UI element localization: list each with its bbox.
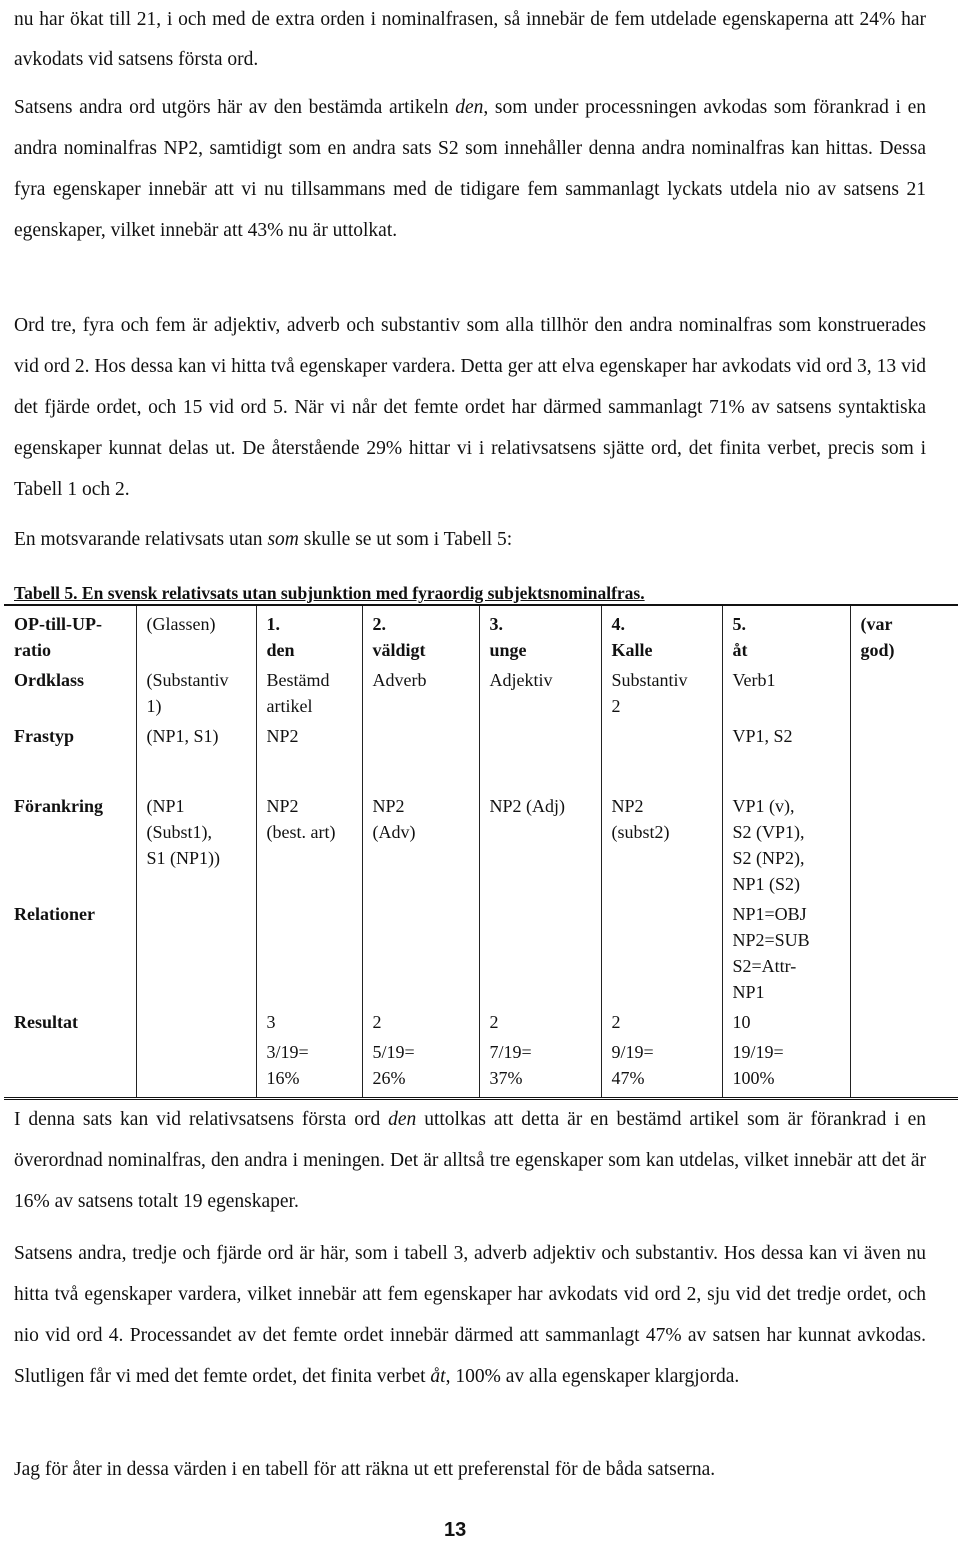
table-cell-line: S2 (VP1), (732, 822, 805, 842)
table-cell-line: S1 (NP1)) (146, 848, 221, 868)
table-cell-line: 10 (732, 1012, 751, 1032)
page-number: 13 (444, 1519, 467, 1541)
table-cell (722, 791, 850, 899)
table-cell (850, 1037, 958, 1099)
table-cell-line: 3. (489, 614, 503, 634)
table-cell (479, 605, 601, 665)
table-cell (601, 1037, 722, 1099)
table-row-label: Resultat (14, 1012, 78, 1032)
table-cell (850, 791, 958, 899)
table-cell-line: artikel (266, 696, 313, 716)
table-cell (850, 665, 958, 721)
table-cell (479, 1037, 601, 1099)
table-cell-line: Adjektiv (489, 670, 553, 690)
paragraph-2 (14, 87, 926, 251)
table-cell-line: 2 (489, 1012, 499, 1032)
paragraph-6-text-c: , 100% av alla egenskaper klargjorda. (445, 1366, 740, 1387)
table-row-label: Förankring (14, 796, 104, 816)
paragraph-1: nu har ökat till 21, i och med de extra orden i nominalfrasen, så innebär de fem utdelade egenskaperna att 24% har avkodats vid satsens första ord. (14, 9, 926, 70)
table-cell-line: 2 (611, 696, 621, 716)
table-cell (136, 605, 256, 665)
table-cell-line: den (266, 640, 295, 660)
table-cell-line: 19/19= (732, 1042, 784, 1062)
table-cell-line: S2=Attr- (732, 956, 797, 976)
table-cell (601, 899, 722, 1007)
table-cell (722, 605, 850, 665)
table-cell-line: (NP1, S1) (146, 726, 219, 746)
table-cell-line: (var (860, 614, 893, 634)
paragraph-5-text-c: uttolkas att detta är en bestämd artikel som är förankrad i en överordnad nominalfras, den andra i meningen. Det är alltså tre egenskaper som kan utdelas, vilket innebär att det är 16% av satsens totalt 19 egenskaper. (14, 1109, 927, 1212)
table-cell-line: VP1, S2 (732, 726, 793, 746)
table-cell-line: S2 (NP2), (732, 848, 805, 868)
table-cell (479, 791, 601, 899)
table-cell (362, 721, 479, 751)
table-cell-line: (subst2) (611, 822, 670, 842)
table-cell-line: (best. art) (266, 822, 336, 842)
table-row-relationer (4, 899, 958, 1007)
table-cell-line: 4. (611, 614, 625, 634)
table-cell (850, 899, 958, 1007)
table-cell-line: 5. (732, 614, 746, 634)
paragraph-4 (14, 520, 512, 560)
table-cell (601, 1007, 722, 1037)
table-cell (362, 899, 479, 1007)
table-cell-line: unge (489, 640, 527, 660)
table-cell (601, 605, 722, 665)
table-cell-line: VP1 (v), (732, 796, 795, 816)
table-cell-line: god) (860, 640, 895, 660)
paragraph-2-text-a: Satsens andra ord utgörs här av den bestämda artikeln (14, 97, 456, 118)
paragraph-6-italic-word: åt (430, 1366, 446, 1387)
paragraph-3: Ord tre, fyra och fem är adjektiv, adverb och substantiv som alla tillhör den andra nominalfras som konstruerades vid ord 2. Hos dessa kan vi hitta två egenskaper vardera. Detta ger att elva egenskaper har avkodats vid ord 3, 13 vid det fjärde ordet, och 15 vid ord 5. När vi når det femte ordet har därmed sammanlagt 71% av satsens syntaktiska egenskaper kunnat delas ut. De återstående 29% hittar vi i relativsatsens sjätte ord, det finita verbet, precis som i Tabell 1 och 2. (14, 315, 926, 500)
table-cell (722, 665, 850, 721)
table-cell-line: NP2 (Adj) (489, 796, 565, 816)
table-cell (256, 721, 362, 751)
table-cell-line: 2 (611, 1012, 621, 1032)
table-cell (136, 1007, 256, 1037)
paragraph-5-text-a: I denna sats kan vid relativsatsens första ord (14, 1109, 389, 1130)
table-row-ratio (4, 1037, 958, 1099)
table-cell (136, 665, 256, 721)
paragraph-2-text-c: , som under processningen avkodas som förankrad i en andra nominalfras NP2, samtidigt som en andra sats S2 som innehåller denna andra nominalfras kan hittas. Dessa fyra egenskaper innebär att vi nu tillsammans med de tidigare fem sammanlagt lyckats utdela nio av satsens 21 egenskaper, vilket innebär att 43% nu är uttolkat. (14, 97, 927, 241)
table-cell-line: 3/19= (266, 1042, 309, 1062)
table-cell (601, 665, 722, 721)
table-cell-line: 16% (266, 1068, 300, 1088)
table-cell (136, 899, 256, 1007)
table-row-spacer (4, 751, 958, 791)
table-cell (479, 665, 601, 721)
table-row-resultat (4, 1007, 958, 1037)
table-cell-line: Adverb (372, 670, 427, 690)
paragraph-5 (14, 1099, 926, 1222)
table-row-label (4, 1037, 136, 1099)
table-cell-line: NP2 (266, 726, 299, 746)
paragraph-2-italic-word: den (455, 97, 484, 118)
table-cell (256, 1007, 362, 1037)
table-cell-line: (Glassen) (146, 614, 216, 634)
table-cell (479, 721, 601, 751)
table-cell (850, 1007, 958, 1037)
table-cell (722, 899, 850, 1007)
table-cell-line: 47% (611, 1068, 645, 1088)
table-cell-line: (Adv) (372, 822, 416, 842)
table-cell-line: Kalle (611, 640, 653, 660)
table-cell-line: NP1=OBJ (732, 904, 807, 924)
table-cell-line: 100% (732, 1068, 775, 1088)
table-row-label: Relationer (14, 904, 95, 924)
table-cell-line: 37% (489, 1068, 523, 1088)
table-cell-line: 2 (372, 1012, 382, 1032)
table-cell (362, 791, 479, 899)
table-cell-line: 9/19= (611, 1042, 654, 1062)
table-cell-line: NP1 (732, 982, 765, 1002)
table-cell (722, 1037, 850, 1099)
table-cell (479, 899, 601, 1007)
table-cell (850, 721, 958, 751)
table-cell (256, 605, 362, 665)
table-cell (722, 721, 850, 751)
table-cell (362, 665, 479, 721)
paragraph-5-italic-word: den (388, 1109, 417, 1130)
paragraph-4-text-c: skulle se ut som i Tabell 5: (298, 529, 513, 550)
table-cell (256, 899, 362, 1007)
table-cell (136, 791, 256, 899)
table-row-frastyp (4, 721, 958, 751)
table-cell (136, 721, 256, 751)
table-cell (256, 791, 362, 899)
table-cell-line: 5/19= (372, 1042, 415, 1062)
table-cell-line: väldigt (372, 640, 426, 660)
table-row-label: OP-till-UP-ratio (4, 605, 136, 665)
table-cell-line: åt (732, 640, 748, 660)
paragraph-6 (14, 1233, 926, 1397)
paragraph-6-text-a: Satsens andra, tredje och fjärde ord är här, som i tabell 3, adverb adjektiv och substantiv. Hos dessa kan vi även nu hitta två egenskaper vardera, vilket innebär att fem egenskaper har avkodats vid ord 2, sju vid det tredje ordet, och nio vid ord 4. Processandet av det femte ordet innebär därmed att sammanlagt 47% av satsen har kunnat avkodas. Slutligen får vi med det femte ordet, det finita verbet (14, 1243, 926, 1387)
table-cell-line: 1) (146, 696, 162, 716)
table-cell-line: NP2=SUB (732, 930, 810, 950)
paragraph-7: Jag för åter in dessa värden i en tabell för att räkna ut ett preferenstal för de båda satserna. (14, 1459, 716, 1480)
table-cell (850, 605, 958, 665)
table-cell-line: 7/19= (489, 1042, 532, 1062)
table-cell (362, 1037, 479, 1099)
table-cell (601, 721, 722, 751)
table-5 (4, 604, 958, 1100)
table-cell (362, 605, 479, 665)
table-cell-line: Verb1 (732, 670, 776, 690)
table-cell (136, 1037, 256, 1099)
table-cell-line: NP2 (372, 796, 405, 816)
table-cell (362, 1007, 479, 1037)
table-cell-line: (Substantiv (146, 670, 229, 690)
table-cell (479, 1007, 601, 1037)
table-row-label: Frastyp (14, 726, 74, 746)
table-cell-line: NP2 (611, 796, 644, 816)
paragraph-4-text-a: En motsvarande relativsats utan (14, 529, 268, 550)
table-row-forankring (4, 791, 958, 899)
table-caption: Tabell 5. En svensk relativsats utan subjunktion med fyraordig subjektsnominalfras. (14, 583, 645, 603)
table-cell (722, 1007, 850, 1037)
table-cell (601, 791, 722, 899)
table-row-label: Ordklass (14, 670, 85, 690)
table-row-header (4, 605, 958, 665)
table-cell-line: NP1 (S2) (732, 874, 801, 894)
table-cell-line: 3 (266, 1012, 276, 1032)
table-cell (256, 665, 362, 721)
table-cell-line: 2. (372, 614, 386, 634)
table-row-ordklass (4, 665, 958, 721)
paragraph-4-italic-word: som (267, 529, 299, 550)
table-cell (256, 1037, 362, 1099)
table-cell-line: (Subst1), (146, 822, 213, 842)
table-cell-line: 1. (266, 614, 280, 634)
table-cell-line: Substantiv (611, 670, 688, 690)
table-cell-line: (NP1 (146, 796, 185, 816)
table-cell-line: 26% (372, 1068, 406, 1088)
table-cell-line: Bestämd (266, 670, 330, 690)
table-cell-line: NP2 (266, 796, 299, 816)
